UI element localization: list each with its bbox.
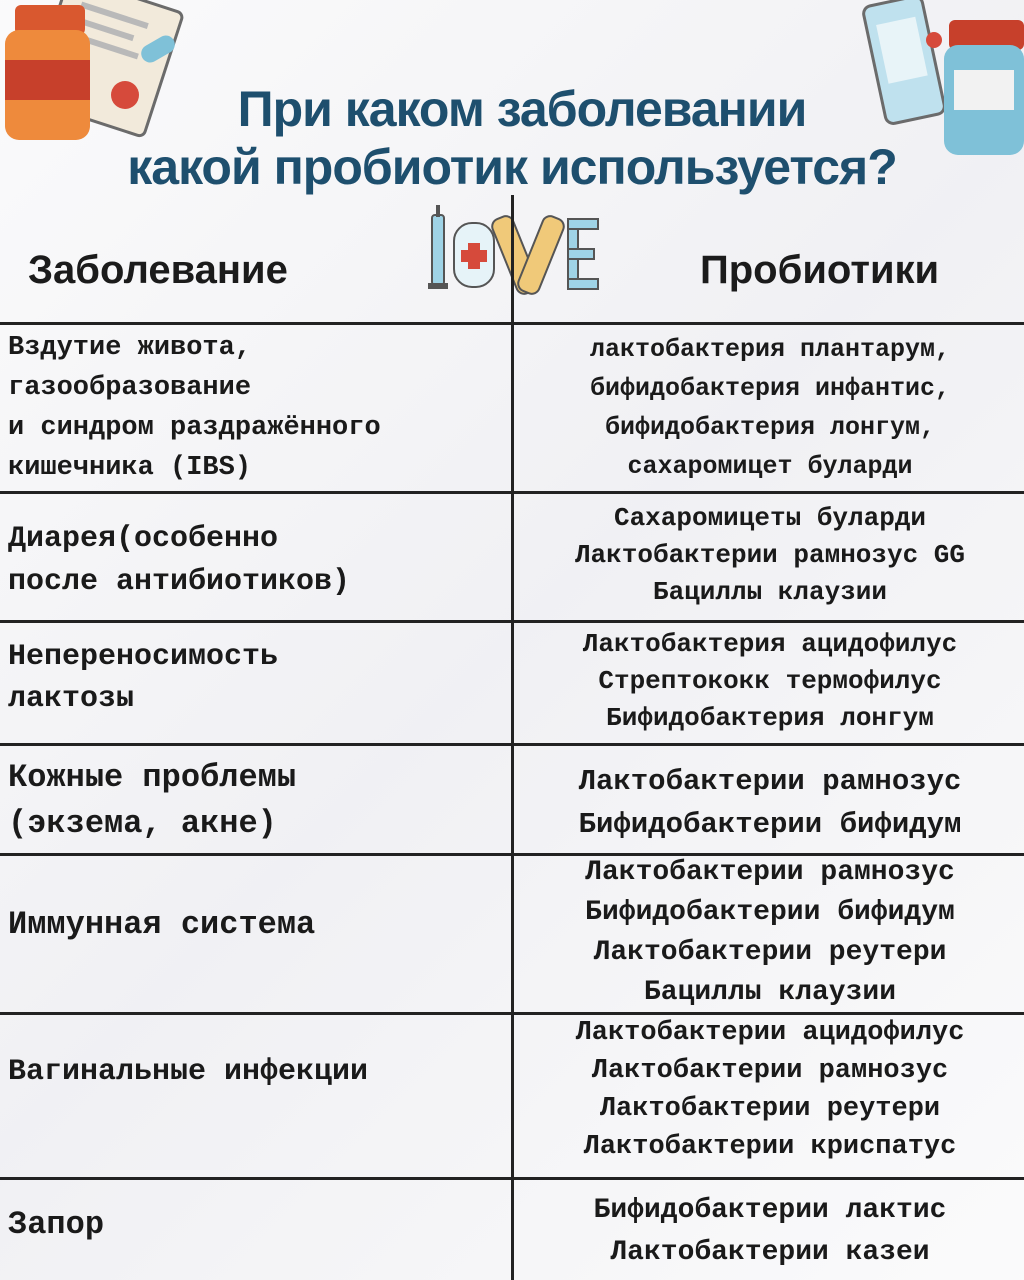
probiotic-line: сахаромицет буларди	[627, 452, 913, 481]
probiotic-line: Лактобактерия ацидофилус	[582, 629, 958, 659]
table-cell-probiotics	[516, 760, 1024, 846]
title-line-1: При каком заболевании	[237, 81, 807, 137]
table-cell-disease	[8, 636, 508, 720]
probiotic-line: Бифидобактерии лактис	[593, 1195, 947, 1226]
probiotic-line: Бифидобактерии бифидум	[578, 808, 962, 841]
probiotic-line: Лактобактерии рамнозус	[591, 1056, 949, 1086]
disease-line: (экзема, акне)	[8, 805, 277, 842]
table-cell-disease	[8, 328, 508, 488]
disease-line: лактозы	[8, 682, 135, 716]
table-cell-disease	[8, 1050, 508, 1094]
disease-line: Иммунная система	[8, 906, 316, 943]
header-disease: Заболевание	[28, 248, 288, 292]
probiotic-line: Лактобактерии казеи	[610, 1237, 930, 1268]
probiotic-line: Лактобактерии реутери	[599, 1094, 941, 1124]
page-title	[0, 80, 1024, 196]
table-cell-probiotics	[516, 500, 1024, 611]
probiotic-line: бифидобактерия лонгум,	[604, 413, 936, 442]
table-cell-probiotics	[516, 853, 1024, 1013]
disease-line: кишечника (IBS)	[8, 453, 252, 483]
table-row-separator	[0, 1177, 1024, 1180]
disease-line: Кожные проблемы	[8, 759, 297, 796]
table-row-separator	[0, 491, 1024, 494]
title-line-2: какой пробиотик используется?	[127, 139, 897, 195]
table-cell-probiotics	[516, 626, 1024, 737]
table-column-divider	[511, 195, 514, 1280]
table-cell-disease	[8, 902, 508, 948]
probiotic-line: Лактобактерии реутери	[593, 937, 947, 968]
probiotic-line: Бациллы клаузии	[652, 577, 888, 607]
disease-line: Непереносимость	[8, 640, 279, 674]
table-cell-disease	[8, 1202, 508, 1248]
table-cell-probiotics	[516, 330, 1024, 486]
probiotic-line: Лактобактерии ацидофилус	[575, 1018, 965, 1048]
probiotic-line: Лактобактерии рамнозус	[578, 765, 962, 798]
probiotic-line: Сахаромицеты буларди	[613, 503, 927, 533]
disease-line: после антибиотиков)	[8, 565, 351, 599]
probiotic-line: Лактобактерии рамнозус GG	[574, 540, 966, 570]
table-cell-probiotics	[516, 1190, 1024, 1274]
disease-line: Диарея(особенно	[8, 522, 279, 556]
header-probiotics: Пробиотики	[700, 248, 940, 292]
probiotic-line: Бациллы клаузии	[643, 977, 897, 1008]
disease-line: Вагинальные инфекции	[8, 1055, 369, 1089]
probiotic-line: Лактобактерии рамнозус	[585, 857, 955, 888]
table-cell-disease	[8, 755, 508, 847]
disease-line: Вздутие живота,	[8, 333, 252, 363]
table-row-separator	[0, 743, 1024, 746]
disease-line: Запор	[8, 1206, 105, 1243]
disease-line: газообразование	[8, 373, 252, 403]
probiotic-line: лактобактерия плантарум,	[589, 335, 951, 364]
table-cell-probiotics	[516, 1014, 1024, 1166]
probiotic-line: Бифидобактерии бифидум	[585, 897, 955, 928]
probiotic-line: Бифидобактерия лонгум	[606, 703, 934, 733]
probiotic-line: Стрептококк термофилус	[598, 666, 942, 696]
table-cell-disease	[8, 518, 508, 604]
table-row-separator	[0, 322, 1024, 325]
table-row-separator	[0, 620, 1024, 623]
probiotic-line: бифидобактерия инфантис,	[589, 374, 951, 403]
disease-line: и синдром раздражённого	[8, 413, 381, 443]
probiotic-line: Лактобактерии криспатус	[583, 1132, 957, 1162]
